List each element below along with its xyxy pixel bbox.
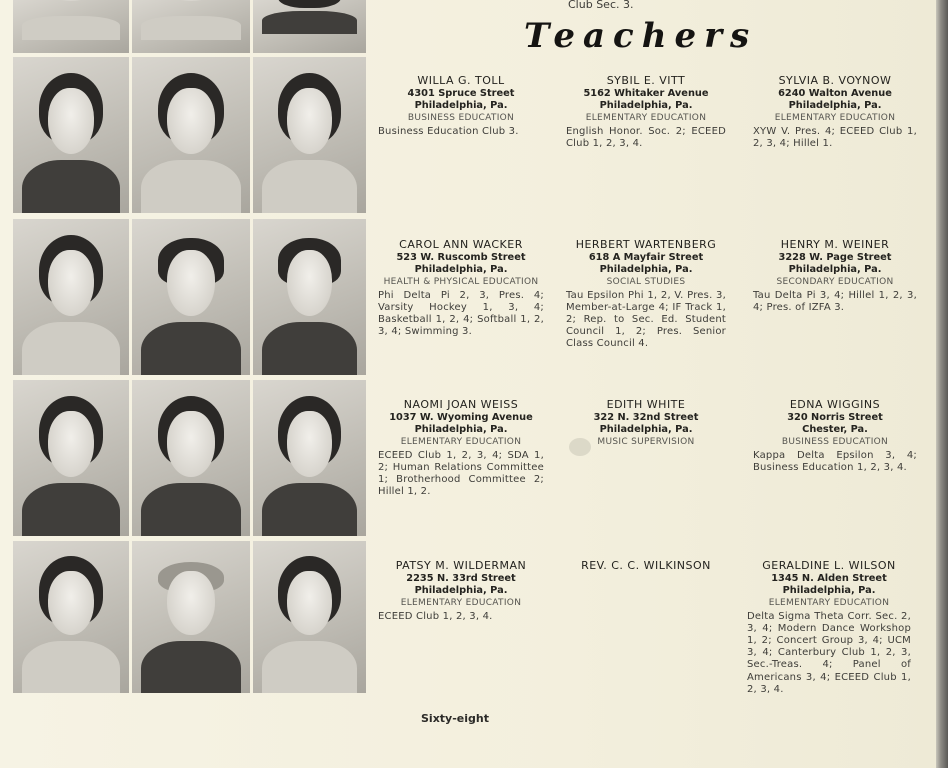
teacher-activities: Business Education Club 3. — [378, 125, 519, 137]
teacher-address: 320 Norris Street — [787, 412, 883, 423]
teacher-activities: Delta Sigma Theta Corr. Sec. 2, 3, 4; Modern Dance Workshop 1, 2; Concert Group 3, 4; UCM 3, 4; Canterbury Club 1, 2, 3, Sec.-Treas. 4; Panel of Americans 3, 4; ECEED Club 1, 2, 3, 4. — [747, 610, 911, 695]
teacher-address: 3228 W. Page Street — [778, 252, 892, 263]
teacher-department: ELEMENTARY EDUCATION — [400, 598, 522, 609]
teacher-department: ELEMENTARY EDUCATION — [400, 437, 522, 448]
continued-activity-text: Club Sec. 3. — [568, 0, 634, 11]
portrait-photo — [132, 380, 250, 536]
teacher-activities: Tau Epsilon Phi 1, 2, V. Pres. 3, Member-at-Large 4; IF Track 1, 2; Rep. to Sec. Ed. Student Council 1, 2; Pres. Senior Class Council 4. — [566, 289, 726, 350]
teacher-city: Philadelphia, Pa. — [788, 264, 882, 276]
teacher-department: ELEMENTARY EDUCATION — [585, 113, 707, 124]
teacher-name: SYLVIA B. VOYNOW — [778, 74, 892, 87]
teacher-entry — [566, 398, 726, 450]
teacher-city: Philadelphia, Pa. — [599, 424, 693, 436]
teacher-city: Philadelphia, Pa. — [414, 585, 508, 597]
teacher-city: Philadelphia, Pa. — [414, 100, 508, 112]
teacher-address: 1037 W. Wyoming Avenue — [389, 412, 533, 423]
teacher-entry — [566, 238, 726, 351]
portrait-photo — [13, 219, 129, 375]
teacher-name: REV. C. C. WILKINSON — [581, 559, 711, 572]
teacher-city: Philadelphia, Pa. — [782, 585, 876, 597]
teacher-activities: Tau Delta Pi 3, 4; Hillel 1, 2, 3, 4; Pres. of IZFA 3. — [753, 289, 917, 313]
teacher-activities: ECEED Club 1, 2, 3, 4; SDA 1, 2; Human Relations Committee 1; Brotherhood Committee 2; Hillel 1, 2. — [378, 449, 544, 498]
teacher-address: 6240 Walton Avenue — [778, 88, 892, 99]
teacher-address: 1345 N. Alden Street — [771, 573, 887, 584]
teacher-department: SECONDARY EDUCATION — [776, 277, 894, 288]
page-binding-edge — [936, 0, 948, 768]
teacher-entry — [753, 74, 917, 150]
teacher-department: BUSINESS EDUCATION — [407, 113, 515, 124]
teacher-address: 322 N. 32nd Street — [593, 412, 699, 423]
teacher-entry — [378, 559, 544, 623]
portrait-photo — [253, 57, 366, 213]
portrait-photo — [13, 0, 129, 53]
teacher-entry — [747, 559, 911, 696]
page-number: Sixty-eight — [421, 712, 489, 725]
portrait-photo — [132, 57, 250, 213]
teacher-city: Philadelphia, Pa. — [414, 264, 508, 276]
portrait-photo — [253, 380, 366, 536]
teacher-address: 618 A Mayfair Street — [588, 252, 704, 263]
teacher-entry — [753, 238, 917, 314]
portrait-photo — [132, 541, 250, 693]
teacher-department: ELEMENTARY EDUCATION — [768, 598, 890, 609]
teacher-name: HERBERT WARTENBERG — [575, 238, 717, 251]
page-title: Teachers — [524, 16, 758, 56]
teacher-address: 4301 Spruce Street — [407, 88, 515, 99]
print-smudge — [569, 438, 591, 456]
portrait-photo — [132, 0, 250, 53]
teacher-city: Philadelphia, Pa. — [599, 264, 693, 276]
teacher-name: HENRY M. WEINER — [780, 238, 890, 251]
teacher-name: GERALDINE L. WILSON — [762, 559, 896, 572]
teacher-city: Philadelphia, Pa. — [599, 100, 693, 112]
teacher-name: PATSY M. WILDERMAN — [395, 559, 527, 572]
teacher-entry — [566, 559, 726, 574]
portrait-photo — [13, 541, 129, 693]
portrait-photo — [253, 541, 366, 693]
teacher-city: Philadelphia, Pa. — [414, 424, 508, 436]
teacher-name: SYBIL E. VITT — [606, 74, 686, 87]
teacher-name: EDNA WIGGINS — [789, 398, 881, 411]
teacher-address: 2235 N. 33rd Street — [406, 573, 516, 584]
teacher-name: NAOMI JOAN WEISS — [403, 398, 519, 411]
teacher-entry — [566, 74, 726, 150]
teacher-department: BUSINESS EDUCATION — [781, 437, 889, 448]
teacher-entry — [753, 398, 917, 474]
teacher-name: WILLA G. TOLL — [417, 74, 505, 87]
teacher-name: EDITH WHITE — [606, 398, 686, 411]
teacher-name: CAROL ANN WACKER — [399, 238, 523, 251]
teacher-department: MUSIC SUPERVISION — [597, 437, 695, 448]
portrait-photo — [253, 0, 366, 53]
teacher-address: 5162 Whitaker Avenue — [583, 88, 709, 99]
teacher-activities: English Honor. Soc. 2; ECEED Club 1, 2, 3, 4. — [566, 125, 726, 149]
teacher-department: SOCIAL STUDIES — [606, 277, 686, 288]
teacher-city: Chester, Pa. — [802, 424, 868, 436]
teacher-entry — [378, 238, 544, 338]
teacher-activities: Kappa Delta Epsilon 3, 4; Business Education 1, 2, 3, 4. — [753, 449, 917, 473]
teacher-activities: ECEED Club 1, 2, 3, 4. — [378, 610, 493, 622]
teacher-department: ELEMENTARY EDUCATION — [774, 113, 896, 124]
portrait-photo — [13, 380, 129, 536]
portrait-photo — [132, 219, 250, 375]
teacher-activities: Phi Delta Pi 2, 3, Pres. 4; Varsity Hockey 1, 3, 4; Basketball 1, 2, 4; Softball 1, 2, 3, 4; Swimming 3. — [378, 289, 544, 338]
portrait-grid — [10, 0, 366, 700]
teacher-entry — [378, 398, 544, 498]
teacher-activities: XYW V. Pres. 4; ECEED Club 1, 2, 3, 4; Hillel 1. — [753, 125, 917, 149]
teacher-entry — [378, 74, 544, 138]
portrait-photo — [253, 219, 366, 375]
teacher-city: Philadelphia, Pa. — [788, 100, 882, 112]
teacher-address: 523 W. Ruscomb Street — [396, 252, 526, 263]
teacher-department: HEALTH & PHYSICAL EDUCATION — [383, 277, 539, 288]
portrait-photo — [13, 57, 129, 213]
